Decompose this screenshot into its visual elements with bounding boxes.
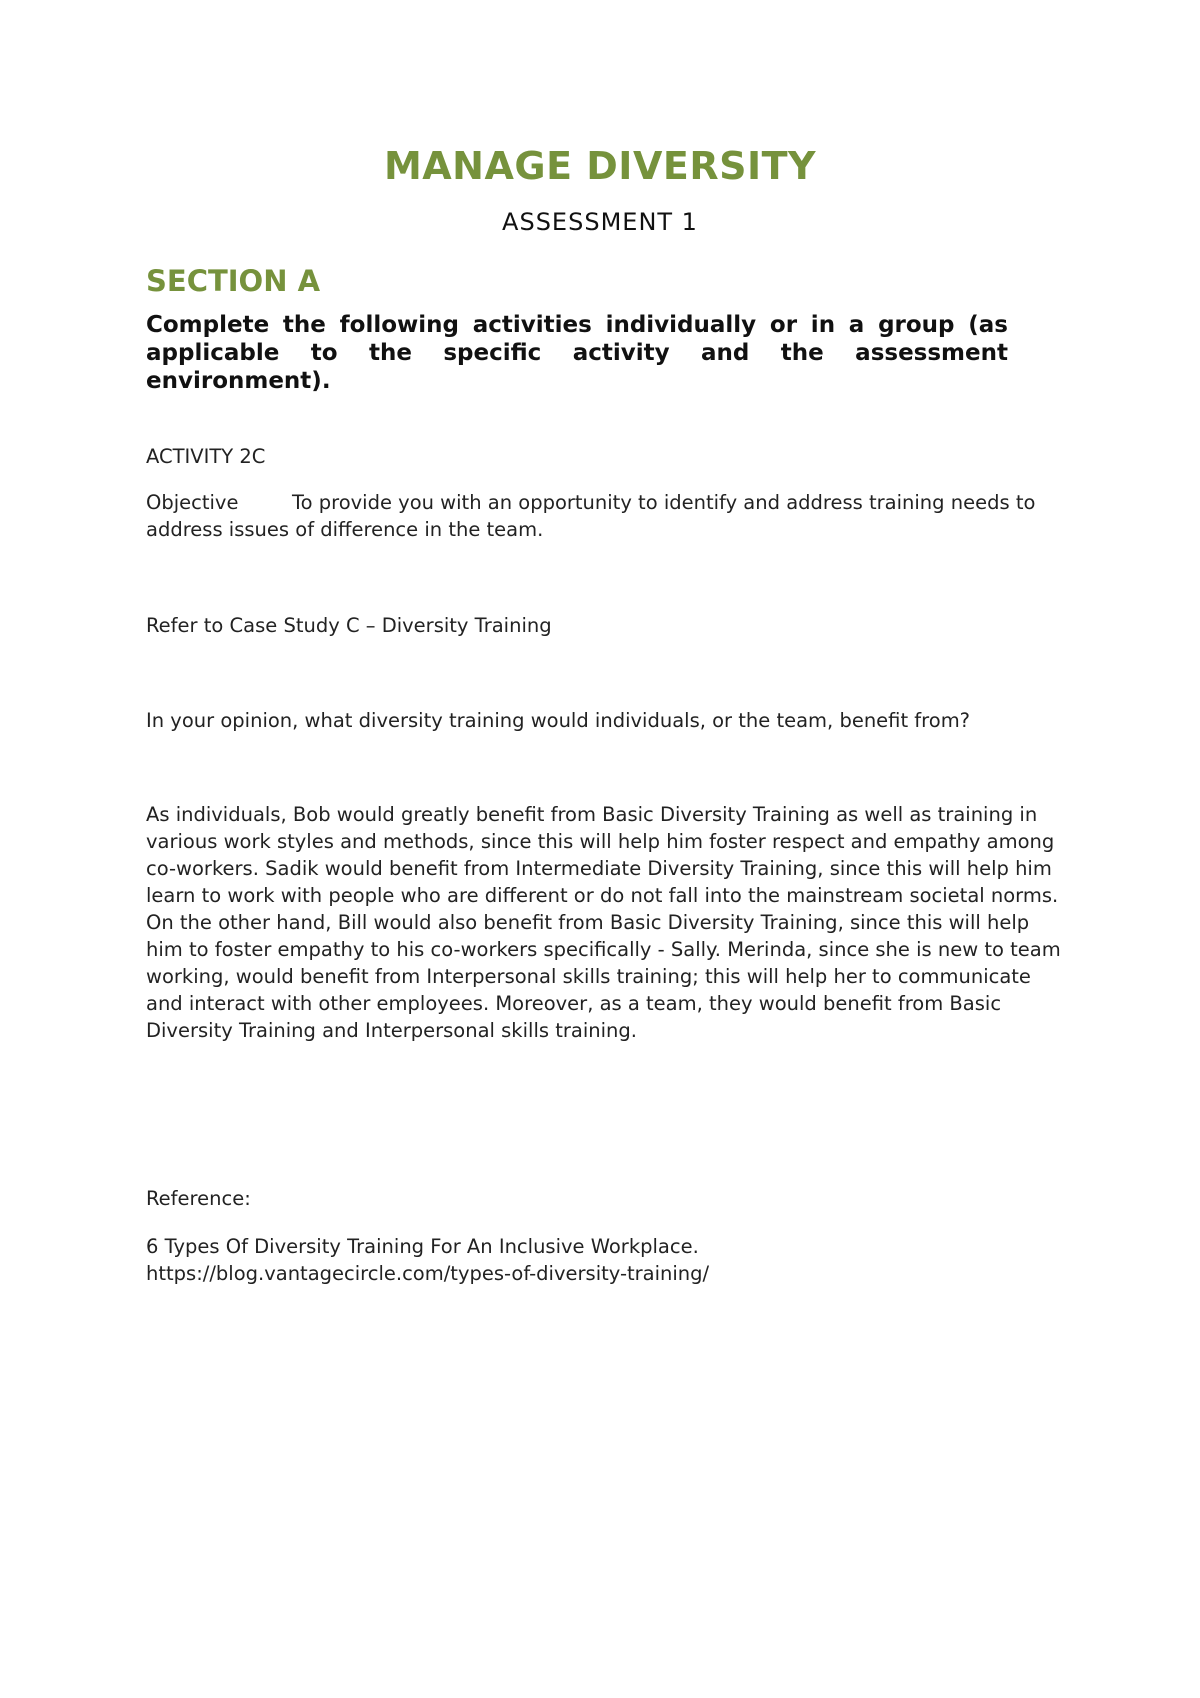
case-study-reference: Refer to Case Study C – Diversity Training: [146, 614, 552, 637]
objective-paragraph: [146, 489, 1066, 543]
reference-title: 6 Types Of Diversity Training For An Inclusive Workplace.: [146, 1235, 699, 1258]
document-subtitle: ASSESSMENT 1: [502, 208, 698, 236]
answer-paragraph: As individuals, Bob would greatly benefit from Basic Diversity Training as well as training in various work styles and methods, since this will help him foster respect and empathy among co-workers. Sadik would benefit from Intermediate Diversity Training, since this will help him learn to work with people who are different or do not fall into the mainstream societal norms. On the other hand, Bill would also benefit from Basic Diversity Training, since this will help him to foster empathy to his co-workers specifically - Sally. Merinda, since she is new to team working, would benefit from Interpersonal skills training; this will help her to communicate and interact with other employees. Moreover, as a team, they would benefit from Basic Diversity Training and Interpersonal skills training.: [146, 803, 1061, 1042]
reference-url[interactable]: https://blog.vantagecircle.com/types-of-diversity-training/: [146, 1262, 710, 1285]
reference-entry: [146, 1233, 1066, 1287]
document-title: MANAGE DIVERSITY: [383, 144, 817, 188]
activity-label: ACTIVITY 2C: [146, 445, 266, 468]
section-heading: SECTION A: [146, 264, 321, 298]
objective-text: To provide you with an opportunity to identify and address training needs to address issues of difference in the team.: [146, 491, 1036, 541]
reference-label: Reference:: [146, 1187, 251, 1210]
objective-label: Objective: [146, 491, 239, 514]
instructions-paragraph: Complete the following activities individually or in a group (as applicable to the specific activity and the assessment environment).: [146, 312, 1008, 394]
question-text: In your opinion, what diversity training would individuals, or the team, benefit from?: [146, 709, 971, 732]
